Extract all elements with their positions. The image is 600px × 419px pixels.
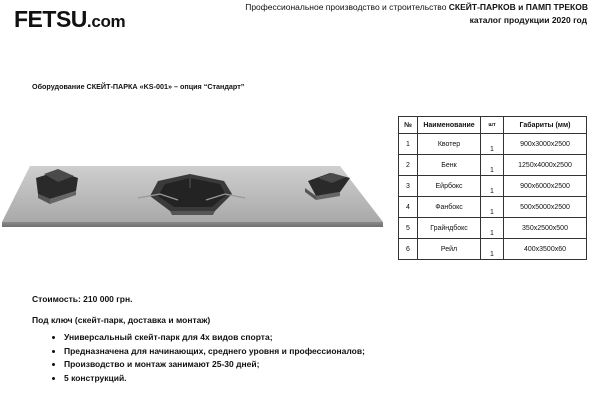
feature-item: • Производство и монтаж занимают 25-30 дней; (64, 358, 365, 372)
row-name: Квотер (418, 134, 481, 155)
logo-main: FETSU (14, 6, 87, 32)
row-qty: 1 (481, 134, 504, 155)
features-list (32, 331, 365, 385)
row-dimensions: 350x2500x500 (504, 218, 587, 239)
row-qty: 1 (481, 239, 504, 260)
row-qty: 1 (481, 176, 504, 197)
row-num: 5 (399, 218, 418, 239)
logo-suffix: .com (86, 12, 126, 31)
row-name: Бенк (418, 155, 481, 176)
row-qty: 1 (481, 218, 504, 239)
row-name: Ейрбокс (418, 176, 481, 197)
row-dimensions: 1250x4000x2500 (504, 155, 587, 176)
feature-item: • Универсальный скейт-парк для 4х видов спорта; (64, 331, 365, 345)
header-qty: шт (481, 117, 504, 134)
table-row (399, 239, 587, 260)
table-header-row (399, 117, 587, 134)
equipment-table (398, 116, 587, 260)
row-dimensions: 500x5000x2500 (504, 197, 587, 218)
price: Стоимость: 210 000 грн. (32, 294, 133, 304)
row-num: 2 (399, 155, 418, 176)
row-dimensions: 900x3000x2500 (504, 134, 587, 155)
table-row (399, 197, 587, 218)
turnkey-note: Под ключ (скейт-парк, доставка и монтаж) (32, 315, 211, 325)
table-row (399, 218, 587, 239)
table-row (399, 134, 587, 155)
logo (14, 8, 125, 31)
floor-edge (2, 222, 383, 227)
row-qty: 1 (481, 197, 504, 218)
tagline-bold: СКЕЙТ-ПАРКОВ и ПАМП ТРЕКОВ (448, 2, 588, 12)
equipment-subtitle: Оборудование СКЕЙТ-ПАРКА «KS-001» – опция “Стандарт” (32, 82, 245, 91)
feature-item: • Предназначена для начинающих, среднего уровня и профессионалов; (64, 345, 365, 359)
row-dimensions: 900x6000x2500 (504, 176, 587, 197)
row-name: Грайндбокс (418, 218, 481, 239)
row-dimensions: 400x3500x60 (504, 239, 587, 260)
catalog-year: каталог продукции 2020 год (469, 15, 587, 25)
table-row (399, 176, 587, 197)
header-name: Наименование (418, 117, 481, 134)
feature-item: • 5 конструкций. (64, 372, 365, 386)
row-num: 6 (399, 239, 418, 260)
row-num: 4 (399, 197, 418, 218)
row-qty: 1 (481, 155, 504, 176)
row-num: 3 (399, 176, 418, 197)
row-num: 1 (399, 134, 418, 155)
header-dimensions: Габариты (мм) (504, 117, 587, 134)
header-num: № (399, 117, 418, 134)
row-name: Фанбокс (418, 197, 481, 218)
tagline-plain: Профессиональное производство и строительство (245, 2, 449, 12)
table-row (399, 155, 587, 176)
header-tagline (245, 2, 588, 12)
row-name: Рейл (418, 239, 481, 260)
skatepark-render (0, 118, 395, 238)
